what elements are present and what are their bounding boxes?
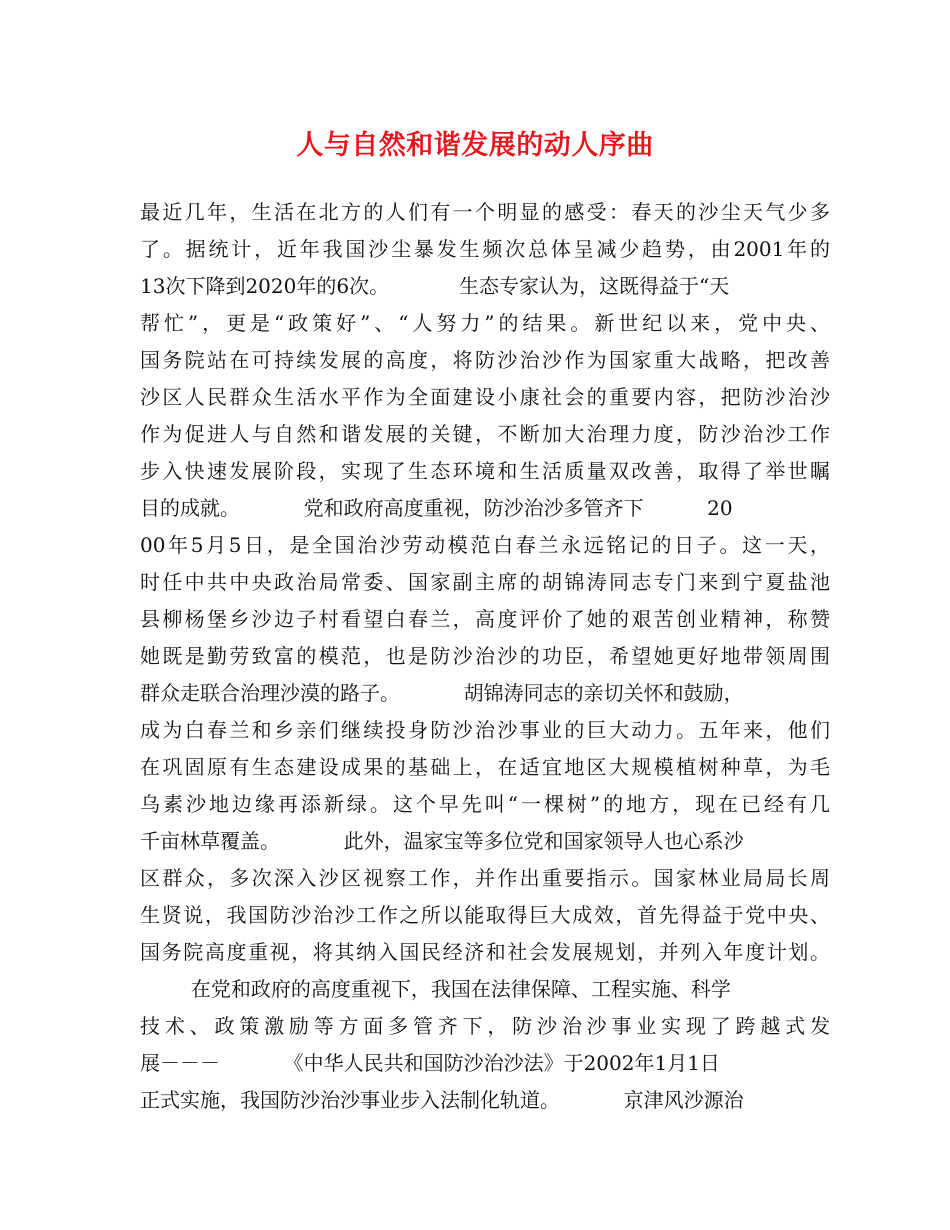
body-line: 国务院高度重视，将其纳入国民经济和社会发展规划，并列入年度计划。 bbox=[140, 940, 830, 964]
body-line: 区群众，多次深入沙区视察工作，并作出重要指示。国家林业局局长周 bbox=[140, 866, 830, 890]
body-line: 生贤说，我国防沙治沙工作之所以能取得巨大成效，首先得益于党中央、 bbox=[140, 903, 830, 927]
body-line: 千亩林草覆盖。 此外，温家宝等多位党和国家领导人也心系沙 bbox=[140, 829, 744, 853]
body-line: 技术、政策激励等方面多管齐下，防沙治沙事业实现了跨越式发 bbox=[140, 1014, 830, 1038]
document-title: 人与自然和谐发展的动人序曲 bbox=[296, 130, 654, 161]
body-line: 了。据统计，近年我国沙尘暴发生频次总体呈减少趋势，由2001年的 bbox=[140, 237, 830, 261]
body-line: 国务院站在可持续发展的高度，将防沙治沙作为国家重大战略，把改善 bbox=[140, 348, 830, 372]
body-line: 她既是勤劳致富的模范，也是防沙治沙的功臣，希望她更好地带领周围 bbox=[140, 644, 830, 668]
body-line: 目的成就。 党和政府高度重视，防沙治沙多管齐下 20 bbox=[140, 496, 733, 520]
body-line: 最近几年，生活在北方的人们有一个明显的感受：春天的沙尘天气少多 bbox=[140, 200, 830, 224]
body-line: 作为促进人与自然和谐发展的关键，不断加大治理力度，防沙治沙工作 bbox=[140, 422, 830, 446]
body-line: 正式实施，我国防沙治沙事业步入法制化轨道。 京津风沙源治 bbox=[140, 1088, 744, 1112]
body-line: 在党和政府的高度重视下，我国在法律保障、工程实施、科学 bbox=[140, 977, 731, 1001]
body-line: 13次下降到2020年的6次。 生态专家认为，这既得益于“天 bbox=[140, 274, 730, 298]
body-line: 成为白春兰和乡亲们继续投身防沙治沙事业的巨大动力。五年来，他们 bbox=[140, 718, 830, 742]
document-body bbox=[140, 194, 830, 1119]
body-line: 在巩固原有生态建设成果的基础上，在适宜地区大规模植树种草，为毛 bbox=[140, 755, 830, 779]
body-line: 展－－－ 《中华人民共和国防沙治沙法》于2002年1月1日 bbox=[140, 1051, 720, 1075]
body-line: 群众走联合治理沙漠的路子。 胡锦涛同志的亲切关怀和鼓励， bbox=[140, 681, 744, 705]
body-line: 乌素沙地边缘再添新绿。这个早先叫“一棵树”的地方，现在已经有几 bbox=[140, 792, 830, 816]
body-line: 步入快速发展阶段，实现了生态环境和生活质量双改善，取得了举世瞩 bbox=[140, 459, 830, 483]
body-line: 沙区人民群众生活水平作为全面建设小康社会的重要内容，把防沙治沙 bbox=[140, 385, 830, 409]
body-line: 县柳杨堡乡沙边子村看望白春兰，高度评价了她的艰苦创业精神，称赞 bbox=[140, 607, 830, 631]
body-line: 时任中共中央政治局常委、国家副主席的胡锦涛同志专门来到宁夏盐池 bbox=[140, 570, 830, 594]
body-line: 00年5月5日，是全国治沙劳动模范白春兰永远铭记的日子。这一天， bbox=[140, 533, 830, 557]
body-line: 帮忙”，更是“政策好”、“人努力”的结果。新世纪以来，党中央、 bbox=[140, 311, 830, 335]
